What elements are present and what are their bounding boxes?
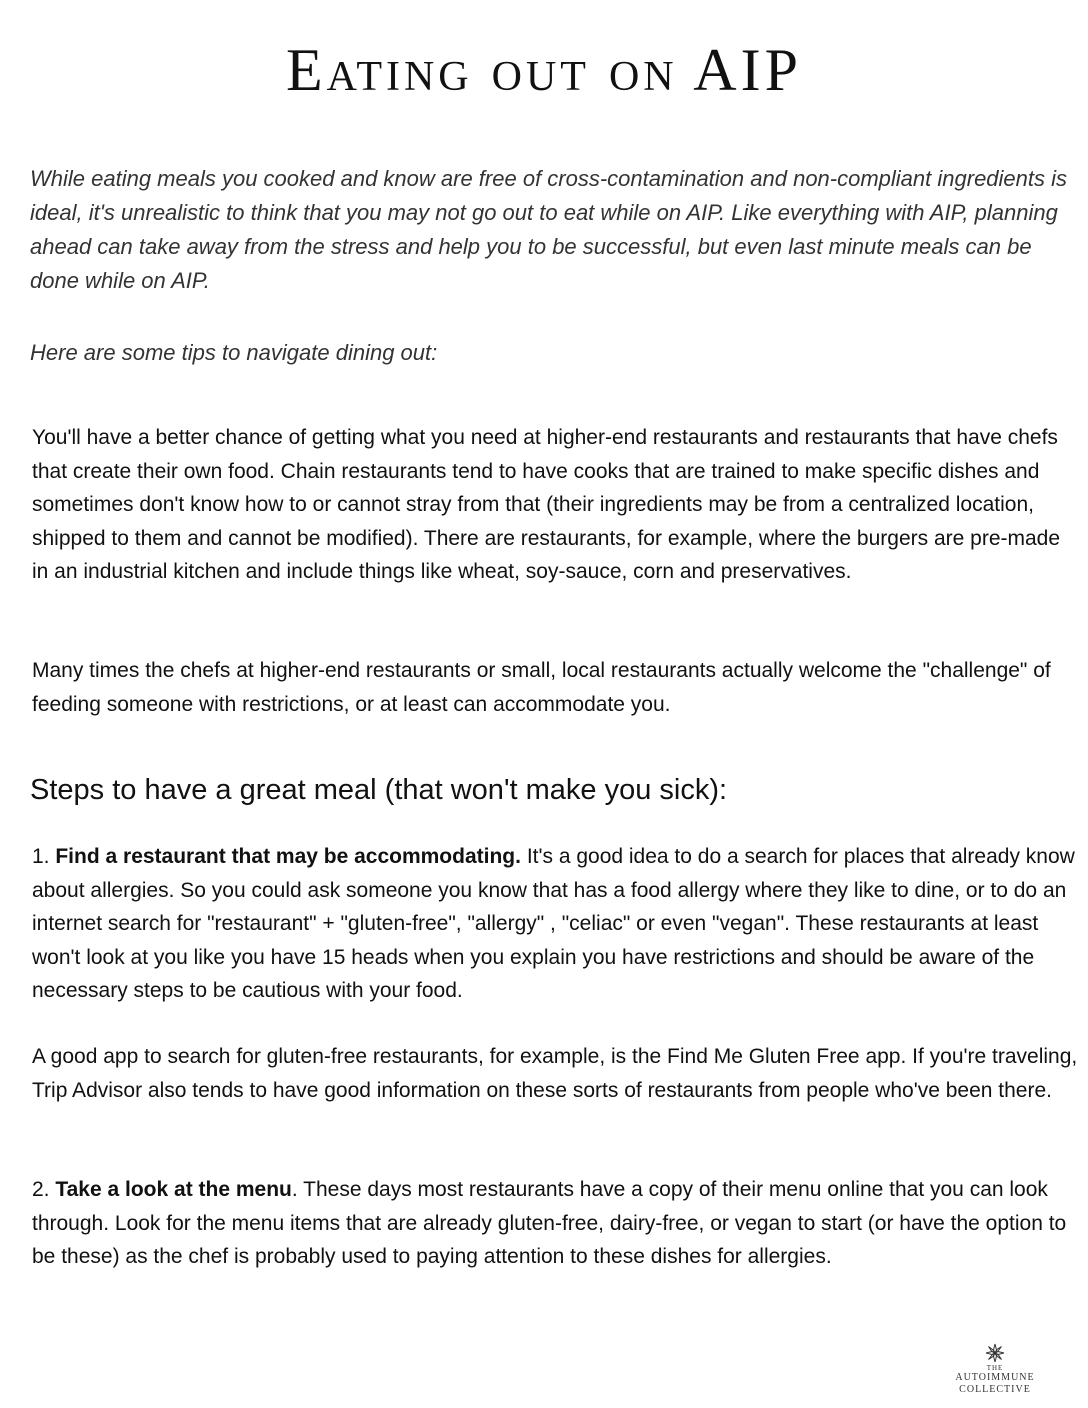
step-1-text: It's a good idea to do a search for places that already know about allergies. So you could ask someone you know that has a food allergy where they like to dine, or to do an internet search for "restaurant" + "gluten-free", "allergy" , "celiac" or even "vegan". These restaurants at least won't look at you like you have 15 heads when you explain you have restrictions and should be aware of the necessary steps to be cautious with your food. [32,845,1075,1002]
flower-icon [984,1342,1006,1364]
logo-name: AUTOIMMUNE COLLECTIVE [955,1372,1035,1395]
step-2-text: . These days most restaurants have a copy of their menu online that you can look through. Look for the menu items that are already gluten-free, dairy-free, or vegan to start (or have the option to be these) as the chef is probably used to paying attention to these dishes for allergies. [32,1178,1067,1268]
chefs-paragraph: Many times the chefs at higher-end restaurants or small, local restaurants actually welcome the "challenge" of feeding someone with restrictions, or at least can accommodate you. [32,659,1051,716]
brand-logo [920,1342,1070,1396]
app-paragraph: A good app to search for gluten-free restaurants, for example, is the Find Me Gluten Free app. If you're traveling, Trip Advisor also tends to have good information on these sorts of restaurants from people who've been there. [32,1045,1078,1102]
step-1-paragraph [32,840,1078,1008]
tips-intro-line: Here are some tips to navigate dining out: [30,340,438,365]
step-2-title: Take a look at the menu [55,1178,292,1201]
page-title: Eating out on AIP [286,37,802,103]
intro-paragraph: While eating meals you cooked and know are free of cross-contamination and non-compliant ingredients is ideal, it's unrealistic to think that you may not go out to eat while on AIP. Like everything with AIP, planning ahead can take away from the stress and help you to be successful, but even last minute meals can be done while on AIP. [30,166,1068,293]
step-1-number: 1. [32,845,50,868]
logo-the: THE [986,1364,1004,1372]
step-2-paragraph [32,1173,1078,1274]
steps-heading: Steps to have a great meal (that won't make you sick): [30,774,728,806]
restaurant-types-paragraph: You'll have a better chance of getting what you need at higher-end restaurants and restaurants that have chefs that create their own food. Chain restaurants tend to have cooks that are trained to make specific dishes and sometimes don't know how to or cannot stray from that (their ingredients may be from a centralized location, shipped to them and cannot be modified). There are restaurants, for example, where the burgers are pre-made in an industrial kitchen and include things like wheat, soy-sauce, corn and preservatives. [32,426,1061,583]
step-1-title: Find a restaurant that may be accommodating. [55,845,521,868]
step-2-number: 2. [32,1178,50,1201]
